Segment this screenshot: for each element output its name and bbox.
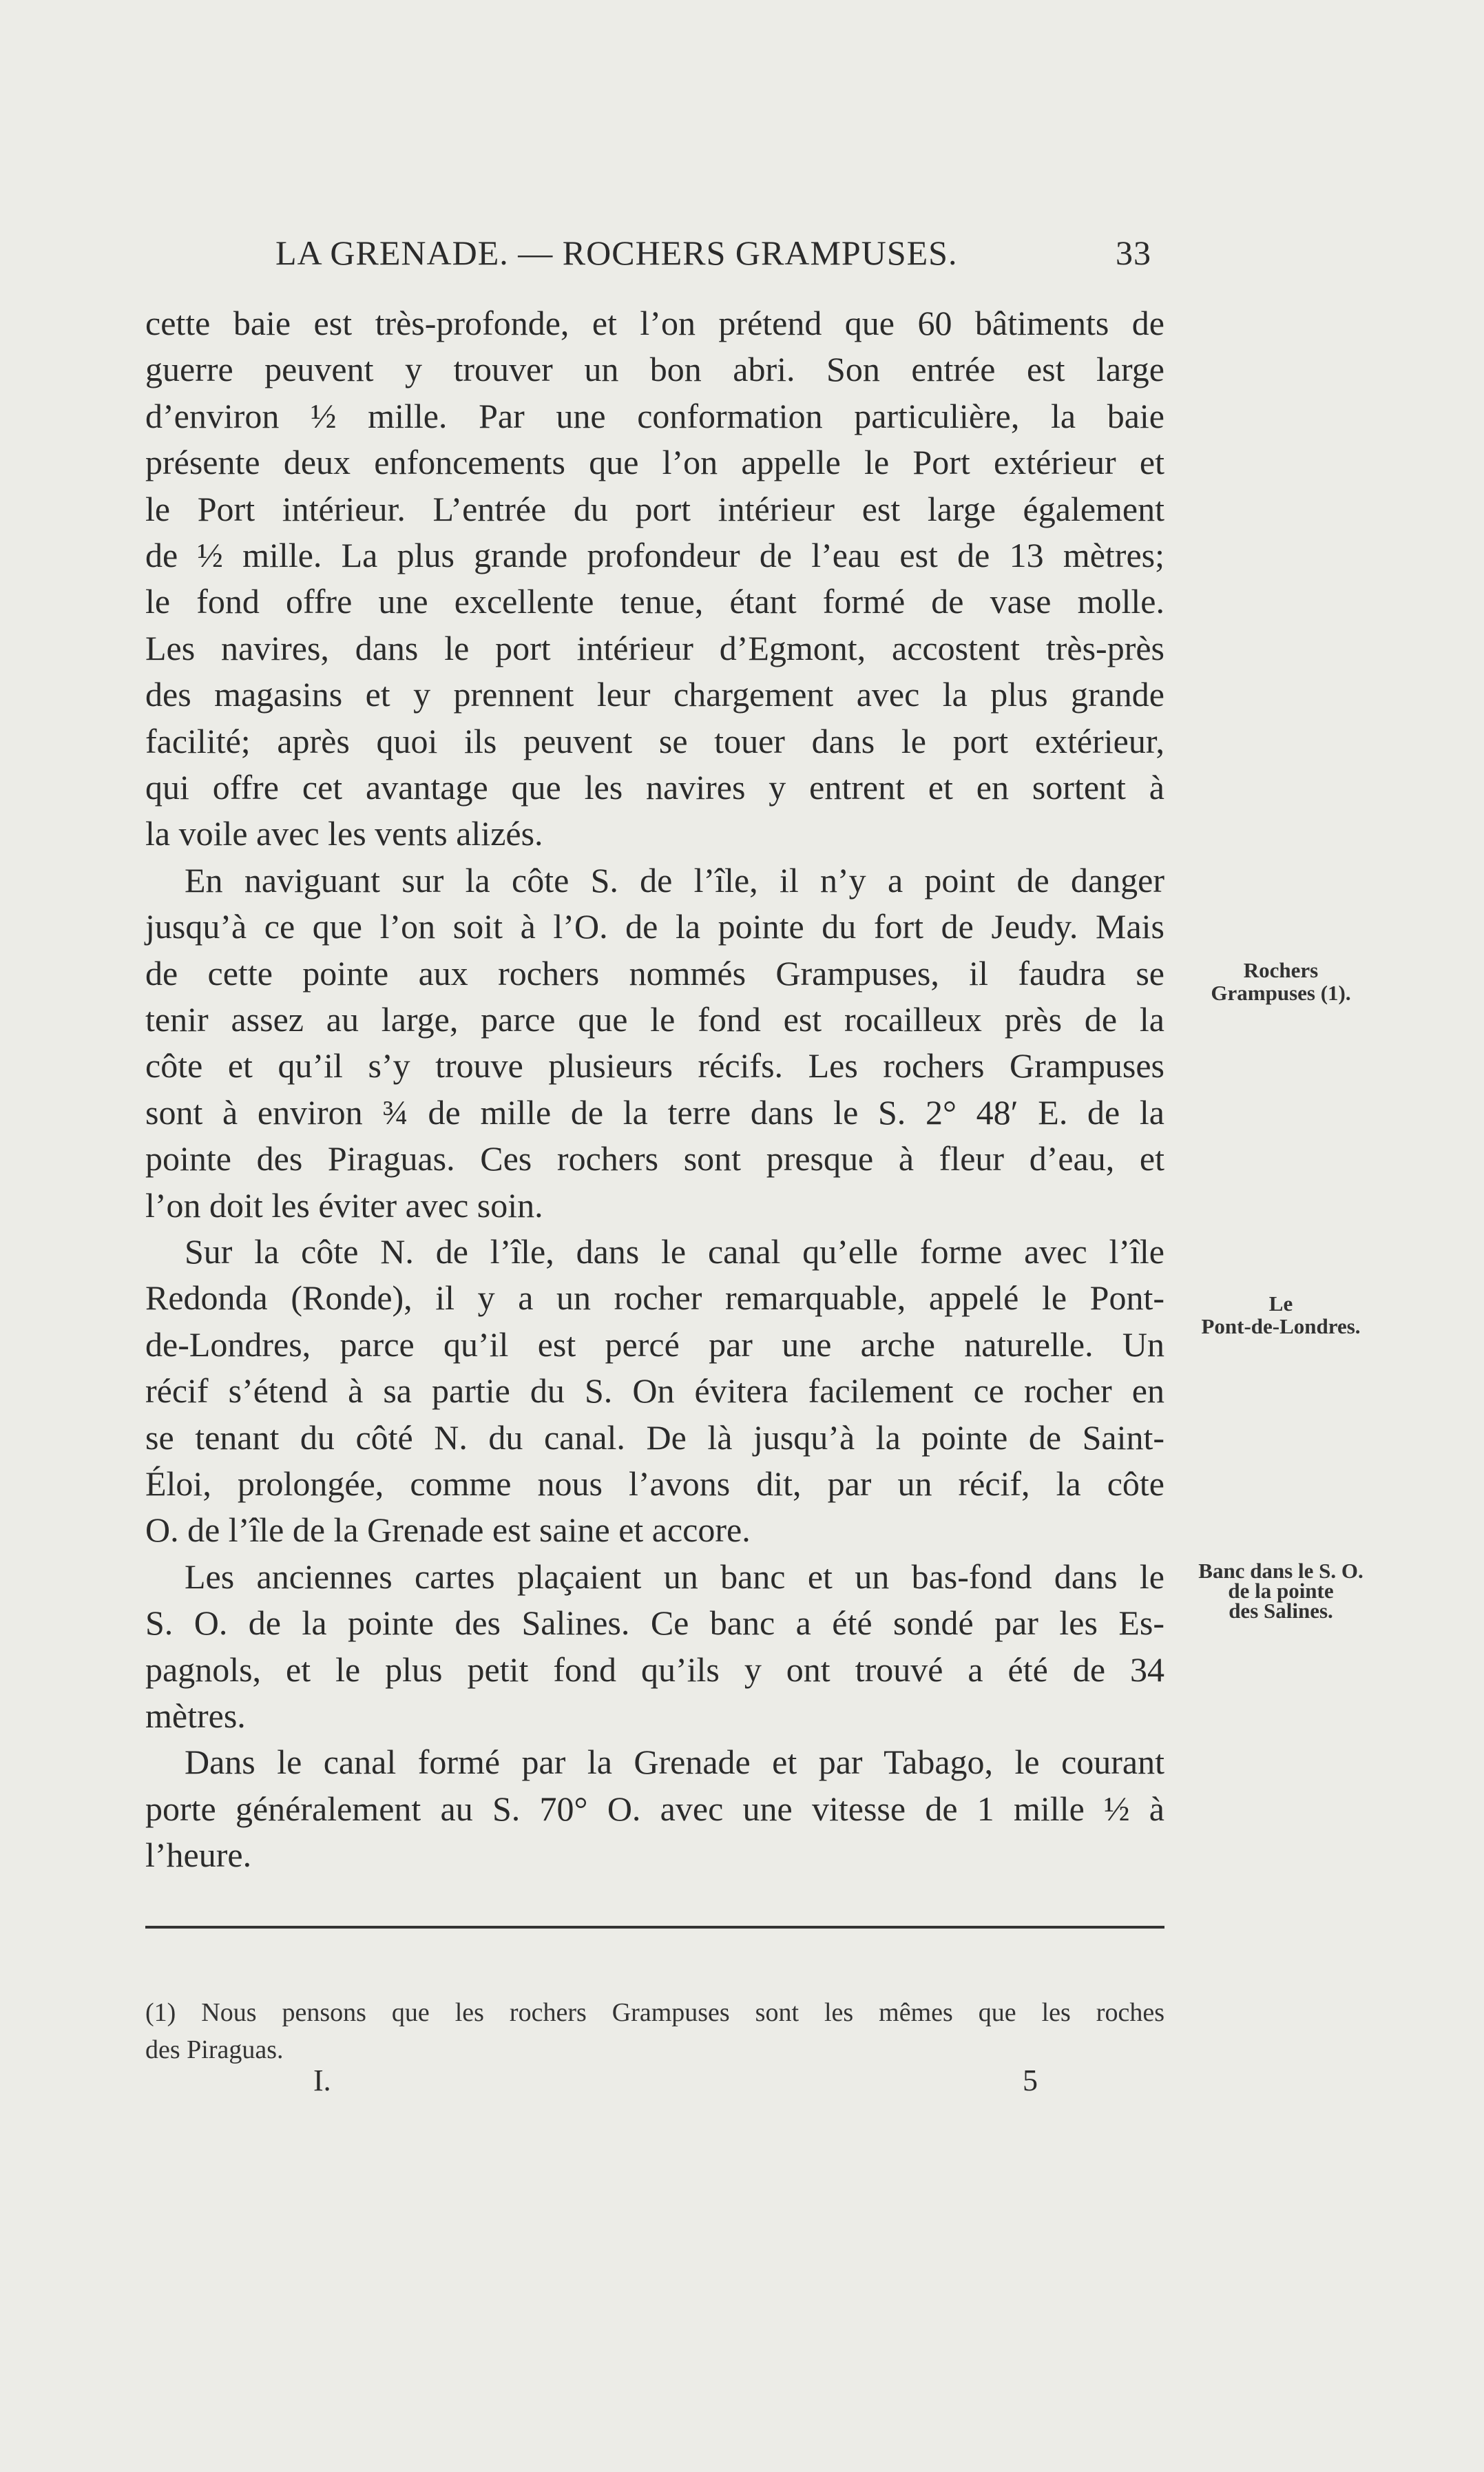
margin-note-line: Grampuses (1). [1211, 981, 1351, 1005]
text-line: le fond offre une excellente tenue, étant formé de vase molle. [145, 582, 1164, 621]
text-line: de-Londres, parce qu’il est percé par une arche naturelle. Un [145, 1325, 1164, 1364]
page-number: 33 [1116, 233, 1151, 272]
text-line: Sur la côte N. de l’île, dans le canal qu’elle forme avec l’île [185, 1232, 1164, 1271]
text-line: l’on doit les éviter avec soin. [145, 1185, 543, 1225]
margin-note-pont-de-londres [1171, 1292, 1391, 1338]
text-line: la voile avec les vents alizés. [145, 814, 543, 853]
running-title: LA GRENADE. — ROCHERS GRAMPUSES. [275, 233, 958, 272]
text-line: pointe des Piraguas. Ces rochers sont presque à fleur d’eau, et [145, 1139, 1164, 1178]
signature-sheet: 5 [1023, 2064, 1038, 2097]
footnote [145, 1994, 1164, 2068]
text-line: sont à environ ¾ de mille de la terre dans le S. 2° 48′ E. de la [145, 1092, 1164, 1132]
margin-note-rochers-grampuses [1171, 959, 1391, 1004]
text-line: facilité; après quoi ils peuvent se touer dans le port extérieur, [145, 721, 1164, 760]
footnote-line: (1) Nous pensons que les rochers Grampuses sont les mêmes que les roches [145, 1998, 1164, 2027]
text-line: de cette pointe aux rochers nommés Grampuses, il faudra se [145, 953, 1164, 993]
text-line: des magasins et y prennent leur chargement avec la plus grande [145, 675, 1164, 714]
text-line: qui offre cet avantage que les navires y entrent et en sortent à [145, 768, 1164, 807]
text-line: l’heure. [145, 1836, 252, 1875]
footnote-line: des Piraguas. [145, 2035, 284, 2064]
margin-note-line: Rochers [1243, 958, 1319, 982]
text-line: Redonda (Ronde), il y a un rocher remarquable, appelé le Pont- [145, 1278, 1164, 1318]
text-line: Les anciennes cartes plaçaient un banc et un bas-fond dans le [185, 1557, 1164, 1596]
text-line: S. O. de la pointe des Salines. Ce banc a été sondé par les Es- [145, 1603, 1164, 1643]
text-line: de ½ mille. La plus grande profondeur de l’eau est de 13 mètres; [145, 536, 1164, 574]
text-line: se tenant du côté N. du canal. De là jusqu’à la pointe de Saint- [145, 1417, 1164, 1457]
margin-note-line: Banc dans le S. O. [1198, 1559, 1363, 1583]
footnote-rule [145, 1926, 1164, 1929]
text-line: O. de l’île de la Grenade est saine et accore. [145, 1510, 751, 1550]
text-line: tenir assez au large, parce que le fond est rocailleux près de la [145, 1000, 1164, 1039]
margin-note-line: Le [1268, 1291, 1293, 1316]
margin-note-line: Pont-de-Londres. [1201, 1314, 1361, 1338]
text-line: guerre peuvent y trouver un bon abri. Son entrée est large [145, 350, 1164, 389]
text-line: Éloi, prolongée, comme nous l’avons dit, par un récif, la côte [145, 1464, 1164, 1503]
text-line: récif s’étend à sa partie du S. On évitera facilement ce rocher en [145, 1371, 1164, 1411]
margin-note-banc-salines [1171, 1561, 1391, 1621]
text-line: côte et qu’il s’y trouve plusieurs récifs. Les rochers Grampuses [145, 1046, 1164, 1086]
text-line: mètres. [145, 1696, 246, 1735]
text-line: le Port intérieur. L’entrée du port intérieur est large également [145, 489, 1164, 528]
text-line: En naviguant sur la côte S. de l’île, il n’y a point de danger [185, 860, 1164, 900]
text-line: Dans le canal formé par la Grenade et par Tabago, le courant [185, 1743, 1164, 1782]
text-line: Les navires, dans le port intérieur d’Egmont, accostent très-près [145, 628, 1164, 667]
text-line: pagnols, et le plus petit fond qu’ils y ont trouvé a été de 34 [145, 1650, 1164, 1689]
text-line: présente deux enfoncements que l’on appelle le Port extérieur et [145, 443, 1164, 482]
text-line: jusqu’à ce que l’on soit à l’O. de la pointe du fort de Jeudy. Mais [145, 907, 1164, 946]
margin-note-line: de la pointe [1228, 1579, 1334, 1603]
signature-volume: I. [313, 2064, 331, 2097]
margin-note-line: des Salines. [1229, 1599, 1333, 1623]
text-line: d’environ ½ mille. Par une conformation particulière, la baie [145, 396, 1164, 435]
text-line: cette baie est très-profonde, et l’on prétend que 60 bâtiments de [145, 304, 1164, 342]
text-line: porte généralement au S. 70° O. avec une vitesse de 1 mille ½ à [145, 1789, 1164, 1828]
